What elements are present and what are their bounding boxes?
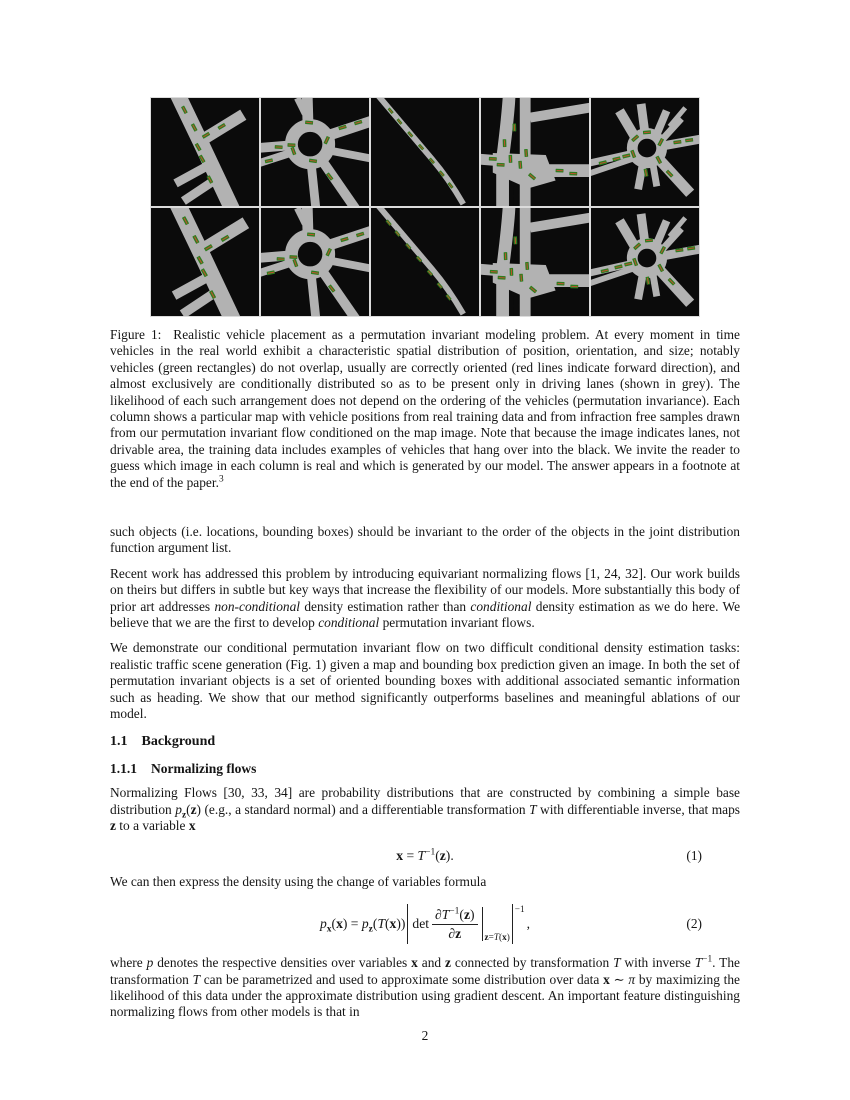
determinant-operator: det: [412, 916, 429, 932]
subsection-heading-normalizing-flows: [110, 761, 740, 777]
figure-cell-row1-col1: [151, 98, 259, 206]
figure-cell-row2-col1: [151, 208, 259, 316]
equation-1-body: $x = T^{-1}(z)$.: [396, 847, 454, 863]
section-title: Background: [141, 734, 216, 750]
traffic-map-intersection: [481, 98, 589, 206]
jacobian-fraction: [432, 907, 478, 941]
figure-1-image-grid: [150, 97, 700, 317]
paragraph-where-p-denotes: where p denotes the respective densities over variables x and z connected by transformation T with inverse $T^{-1}$. The transformation T can be parametrized and used to approximate some distribution over data x ∼ π by maximizing the likelihood of this data under the approximate distribution using gradient descent. An important feature distinguishing normalizing flows from other models is that in: [110, 954, 741, 1020]
figure-cell-row2-col2: [261, 208, 369, 316]
paragraph-change-of-variables: We can then express the density using the change of variables formula: [110, 873, 487, 889]
traffic-map-roundabout: [261, 208, 369, 316]
paragraph-objects-invariance: such objects (i.e. locations, bounding boxes) should be invariant to the order of the objects in the joint distribution function argument list.: [110, 524, 740, 556]
equation-2: $p_x(x) = p_z(T(x))$ det $\frac{\partial T^{-1}(z)}{\partial z}$ $_{z=T(x)}$ $^{-1}$ , (2): [319, 904, 702, 943]
equation-1-number: (1): [686, 847, 702, 863]
subsection-title: Normalizing flows: [151, 761, 257, 777]
figure-cell-row2-col3: [371, 208, 479, 316]
traffic-map-multiarm-roundabout: [591, 208, 699, 316]
fraction-numerator: $\partial T^{-1}(z)$: [432, 907, 478, 925]
figure-cell-row2-col4: [481, 208, 589, 316]
equation-2-number: (2): [686, 916, 702, 932]
right-delimiter-bar: [512, 904, 513, 944]
paragraph-recent-work: Recent work has addressed this problem by introducing equivariant normalizing flows [1, 24, 32]. Our work builds on theirs but differs in subtle but key ways that increase the flexibility of our models. More substantially this body of prior art addresses non-conditional density estimation rather than conditional density estimation as we do here. We believe that we are the first to develop conditional permutation invariant flows.: [110, 565, 741, 631]
section-heading-background: [110, 734, 740, 750]
equation-2-comma: ,: [526, 916, 530, 932]
page-number: 2: [421, 1028, 429, 1043]
figure-cell-row1-col3: [371, 98, 479, 206]
left-delimiter-bar: [407, 904, 408, 944]
traffic-map-rural-road: [371, 208, 479, 316]
equation-1: [110, 844, 740, 868]
figure-cell-row1-col5: [591, 98, 699, 206]
traffic-map-junction: [151, 208, 259, 316]
figure-cell-row1-col4: [481, 98, 589, 206]
traffic-map-rural-road: [371, 98, 479, 206]
traffic-map-intersection: [481, 208, 589, 316]
subsection-number: 1.1.1: [110, 761, 137, 777]
traffic-map-multiarm-roundabout: [591, 98, 699, 206]
equation-2-lhs: $p_x(x) = p_z(T(x))$: [319, 916, 406, 935]
figure-cell-row2-col5: [591, 208, 699, 316]
traffic-map-junction: [151, 98, 259, 206]
body-column: [110, 524, 740, 1030]
fraction-denominator: ∂z: [448, 925, 462, 941]
paragraph-we-demonstrate: We demonstrate our conditional permutation invariant flow on two difficult conditional density estimation tasks: realistic traffic scene generation (Fig. 1) given a map and bounding box prediction given an image. In both the set of permutation invariant objects is a set of oriented bounding boxes with additional associated semantic information such as heading. We show that our method significantly outperforms baselines and meaningful ablations of our model.: [110, 640, 740, 722]
evaluation-bar: [482, 907, 483, 941]
figure-1-caption: Figure 1: Realistic vehicle placement as a permutation invariant modeling problem. At every moment in time vehicles in the real world exhibit a characteristic spatial distribution of position, orientation, and size; notably vehicles (green rectangles) do not overlap, usually are correctly oriented (red lines indicate forward direction), and almost exclusively are conditionally distributed so as to be present only in driving lanes (shown in grey). The likelihood of each such arrangement does not depend on the ordering of the vehicles (permutation invariance). Each column shows a particular map with vehicle positions from real training data and from infraction free samples drawn from our permutation invariant flow conditioned on the map image. Note that because the image indicates lanes, not drivable area, the training data includes examples of vehicles that hang over into the black. We invite the reader to guess which image in each column is real and which is generated by our model. The answer appears in a footnote at the end of the paper.$^3$: [110, 327, 740, 490]
section-number: 1.1: [110, 734, 128, 750]
paragraph-normalizing-flows-intro: Normalizing Flows [30, 33, 34] are probability distributions that are constructed by combining a simple base distribution $p_z(z)$ (e.g., a standard normal) and a differentiable transformation T with differentiable inverse, that maps z to a variable x: [110, 785, 740, 834]
traffic-map-roundabout: [261, 98, 369, 206]
figure-cell-row1-col2: [261, 98, 369, 206]
